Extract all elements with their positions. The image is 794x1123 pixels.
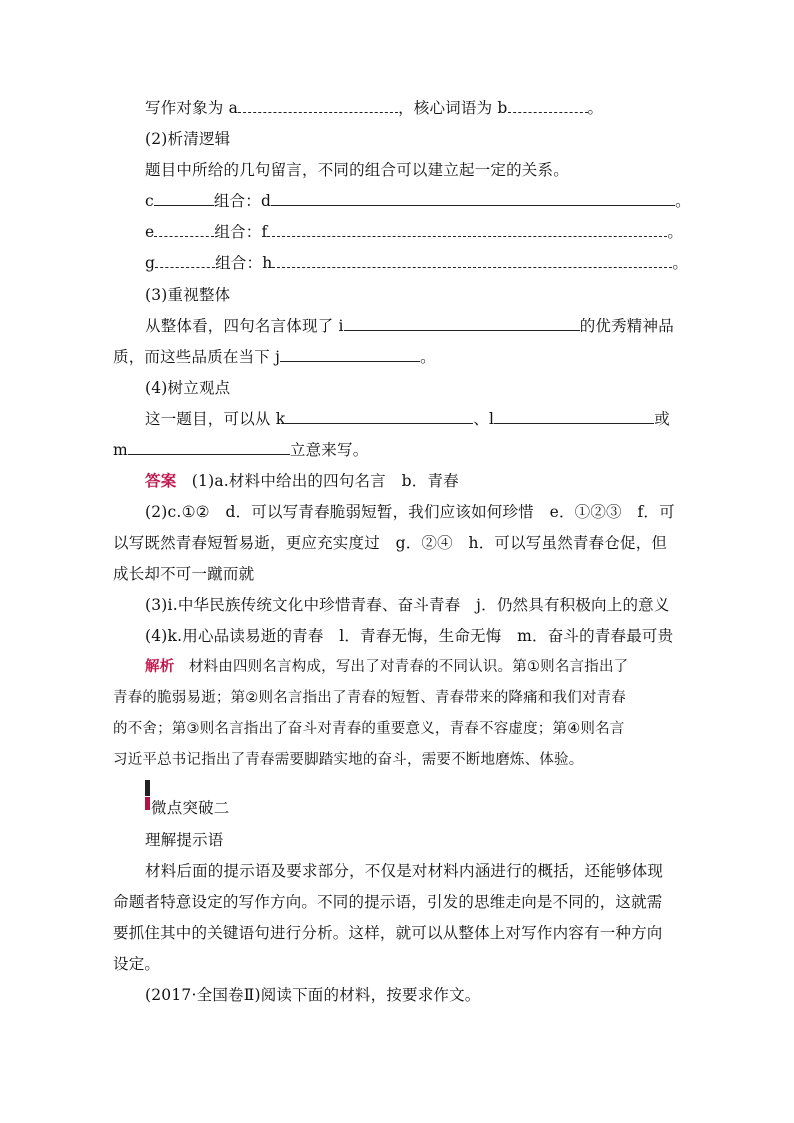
- heading-viewpoint: (4)树立观点: [145, 379, 231, 397]
- blank-k: [285, 408, 473, 424]
- line-combination-g: g 组合：h 。: [145, 254, 689, 272]
- section-paragraph-1: 材料后面的提示语及要求部分，不仅是对材料内涵进行的概括，还能够体现: [145, 862, 664, 880]
- section-paragraph-5: (2017·全国卷Ⅱ)阅读下面的材料，按要求作文。: [145, 986, 481, 1004]
- section-title: 微点突破二: [151, 799, 230, 817]
- explain-line-1: 解析 材料由四则名言构成，写出了对青春的不同认识。第①则名言指出了: [145, 659, 629, 675]
- blank-g: [155, 252, 215, 268]
- explain-line-3: 的不舍；第③则名言指出了奋斗对青春的重要意义，青春不容虚度；第④则名言: [113, 721, 625, 737]
- blank-c: [154, 190, 214, 206]
- blank-f: [267, 221, 667, 237]
- section-marker-icon: [145, 780, 150, 810]
- blank-i: [344, 315, 580, 331]
- blank-m: [128, 439, 290, 455]
- line-writing-object: 写作对象为 a ，核心词语为 b 。: [145, 99, 604, 117]
- blank-l: [494, 408, 654, 424]
- blank-e: [154, 221, 214, 237]
- answer-line-2: (2)c.①② d．可以写青春脆弱短暂，我们应该如何珍惜 e．①②③ f．可: [145, 503, 675, 521]
- line-combination-e: e 组合：f 。: [145, 223, 684, 241]
- section-paragraph-2: 命题者特意设定的写作方向。不同的提示语，引发的思维走向是不同的，这就需: [113, 893, 663, 911]
- section-subtitle: 理解提示语: [145, 831, 224, 849]
- section-paragraph-3: 要抓住其中的关键语句进行分析。这样，就可以从整体上对写作内容有一种方向: [113, 924, 663, 942]
- answer-line-3: 以写既然青春短暂易逝，更应充实度过 g．②④ h．可以写虽然青春仓促，但: [113, 534, 668, 552]
- explain-line-2: 青春的脆弱易逝；第②则名言指出了青春的短暂、青春带来的降痛和我们对青春: [113, 690, 626, 706]
- explain-label: 解析: [145, 659, 175, 675]
- answer-line-5: (3)i.中华民族传统文化中珍惜青春、奋斗青春 j．仍然具有积极向上的意义: [145, 596, 670, 614]
- blank-h: [272, 252, 672, 268]
- label-b: ，核心词语为 b: [398, 99, 508, 117]
- line-viewpoint-k: 这一题目，可以从 k 、l 或: [145, 410, 670, 428]
- answer-label: 答案: [145, 471, 177, 490]
- answer-line-4: 成长却不可一蹴而就: [113, 565, 255, 583]
- line-combination-c: c 组合：d 。: [145, 192, 691, 210]
- heading-logic: (2)析清逻辑: [145, 130, 231, 148]
- heading-whole: (3)重视整体: [145, 286, 231, 304]
- section-paragraph-4: 设定。: [113, 955, 161, 973]
- blank-d: [271, 190, 675, 206]
- explain-line-4: 习近平总书记指出了青春需要脚踏实地的奋斗，需要不断地磨炼、体验。: [113, 752, 584, 768]
- label-a: 写作对象为 a: [145, 99, 239, 117]
- blank-a: [238, 97, 398, 113]
- line-whole-i: 从整体看，四句名言体现了 i 的优秀精神品: [145, 317, 674, 335]
- paragraph-relations: 题目中所给的几句留言，不同的组合可以建立起一定的关系。: [145, 161, 569, 179]
- line-viewpoint-m: m 立意来写。: [113, 441, 369, 459]
- blank-b: [508, 97, 588, 113]
- blank-j: [280, 346, 420, 362]
- line-whole-j: 质，而这些品质在当下 j 。: [113, 348, 436, 366]
- answer-line-6: (4)k.用心品读易逝的青春 l．青春无悔，生命无悔 m．奋斗的青春最可贵: [145, 627, 674, 645]
- answer-line-1: 答案 (1)a.材料中给出的四句名言 b．青春: [145, 471, 459, 490]
